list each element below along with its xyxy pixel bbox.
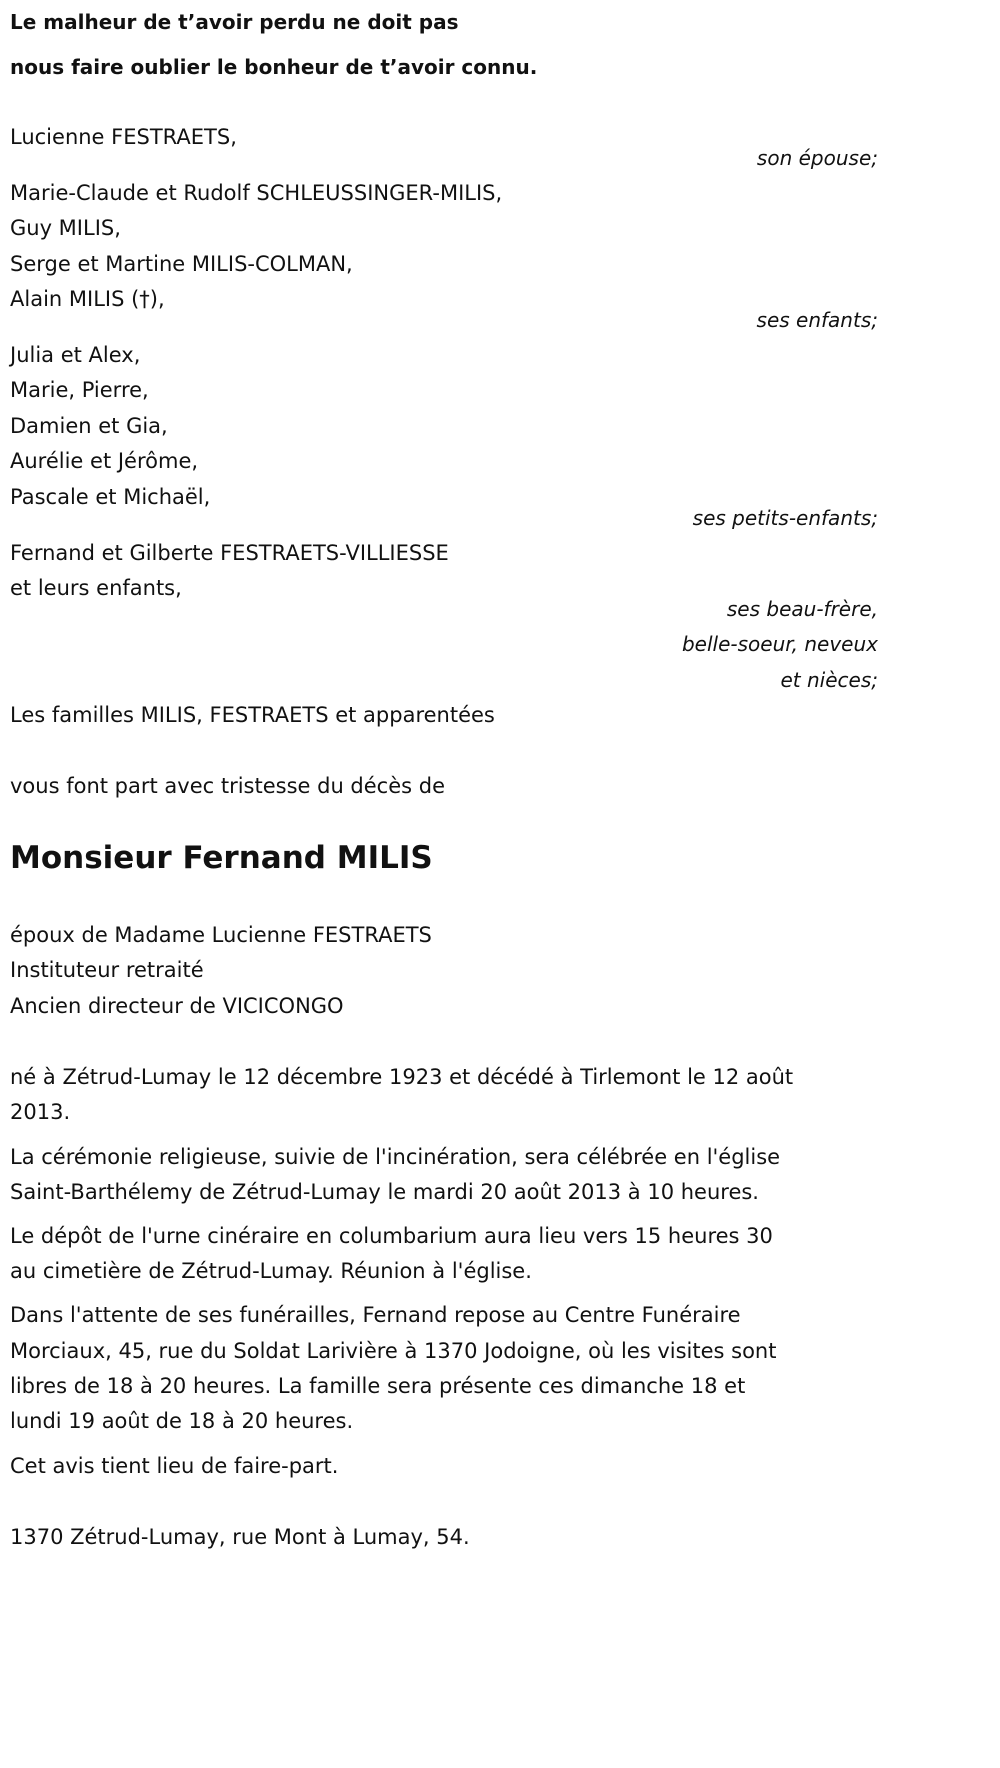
grandchild-name: Marie, Pierre, (10, 378, 149, 402)
visitation-text: libres de 18 à 20 heures. La famille sera présente ces dimanche 18 et (10, 1374, 746, 1398)
visitation-text: Morciaux, 45, rue du Soldat Larivière à 1370 Jodoigne, où les visites sont (10, 1339, 777, 1363)
ceremony-text: Saint-Barthélemy de Zétrud-Lumay le mardi 20 août 2013 à 10 heures. (10, 1180, 759, 1204)
inlaw-name: Fernand et Gilberte FESTRAETS-VILLIESSE (10, 541, 449, 565)
child-name: Guy MILIS, (10, 216, 121, 240)
grandchild-name: Pascale et Michaël, (10, 485, 211, 509)
visitation-text: Dans l'attente de ses funérailles, Fernand repose au Centre Funéraire (10, 1303, 741, 1327)
visitation-text: lundi 19 août de 18 à 20 heures. (10, 1409, 354, 1433)
child-name: Serge et Martine MILIS-COLMAN, (10, 252, 353, 276)
children-relation: ses enfants; (756, 308, 878, 332)
inlaws-relation: et nièces; (780, 668, 878, 692)
urn-text: Le dépôt de l'urne cinéraire en columbarium aura lieu vers 15 heures 30 (10, 1224, 773, 1248)
deceased-title: Instituteur retraité (10, 958, 204, 982)
deceased-name: Monsieur Fernand MILIS (10, 840, 433, 876)
child-name: Alain MILIS (†), (10, 287, 165, 311)
families: Les familles MILIS, FESTRAETS et apparentées (10, 703, 495, 727)
inlaw-name: et leurs enfants, (10, 576, 182, 600)
grandchild-name: Damien et Gia, (10, 414, 168, 438)
child-name: Marie-Claude et Rudolf SCHLEUSSINGER-MILIS, (10, 181, 503, 205)
birth-death-text: né à Zétrud-Lumay le 12 décembre 1923 et décédé à Tirlemont le 12 août (10, 1065, 794, 1089)
inlaws-relation: ses beau-frère, (726, 597, 878, 621)
notice-text: Cet avis tient lieu de faire-part. (10, 1454, 339, 1478)
spouse-relation: son épouse; (756, 146, 878, 170)
grandchild-name: Julia et Alex, (10, 343, 141, 367)
grandchild-name: Aurélie et Jérôme, (10, 449, 199, 473)
ceremony-text: La cérémonie religieuse, suivie de l'incinération, sera célébrée en l'église (10, 1145, 781, 1169)
deceased-title: époux de Madame Lucienne FESTRAETS (10, 923, 432, 947)
motto-line: nous faire oublier le bonheur de t’avoir connu. (10, 55, 538, 79)
birth-death-text: 2013. (10, 1100, 71, 1124)
inlaws-relation: belle-soeur, neveux (681, 632, 878, 656)
address: 1370 Zétrud-Lumay, rue Mont à Lumay, 54. (10, 1525, 470, 1549)
grandchildren-relation: ses petits-enfants; (692, 506, 878, 530)
urn-text: au cimetière de Zétrud-Lumay. Réunion à l'église. (10, 1259, 532, 1283)
spouse-name: Lucienne FESTRAETS, (10, 125, 237, 149)
announcement: vous font part avec tristesse du décès de (10, 774, 446, 798)
deceased-title: Ancien directeur de VICICONGO (10, 994, 344, 1018)
motto-line: Le malheur de t’avoir perdu ne doit pas (10, 10, 459, 34)
